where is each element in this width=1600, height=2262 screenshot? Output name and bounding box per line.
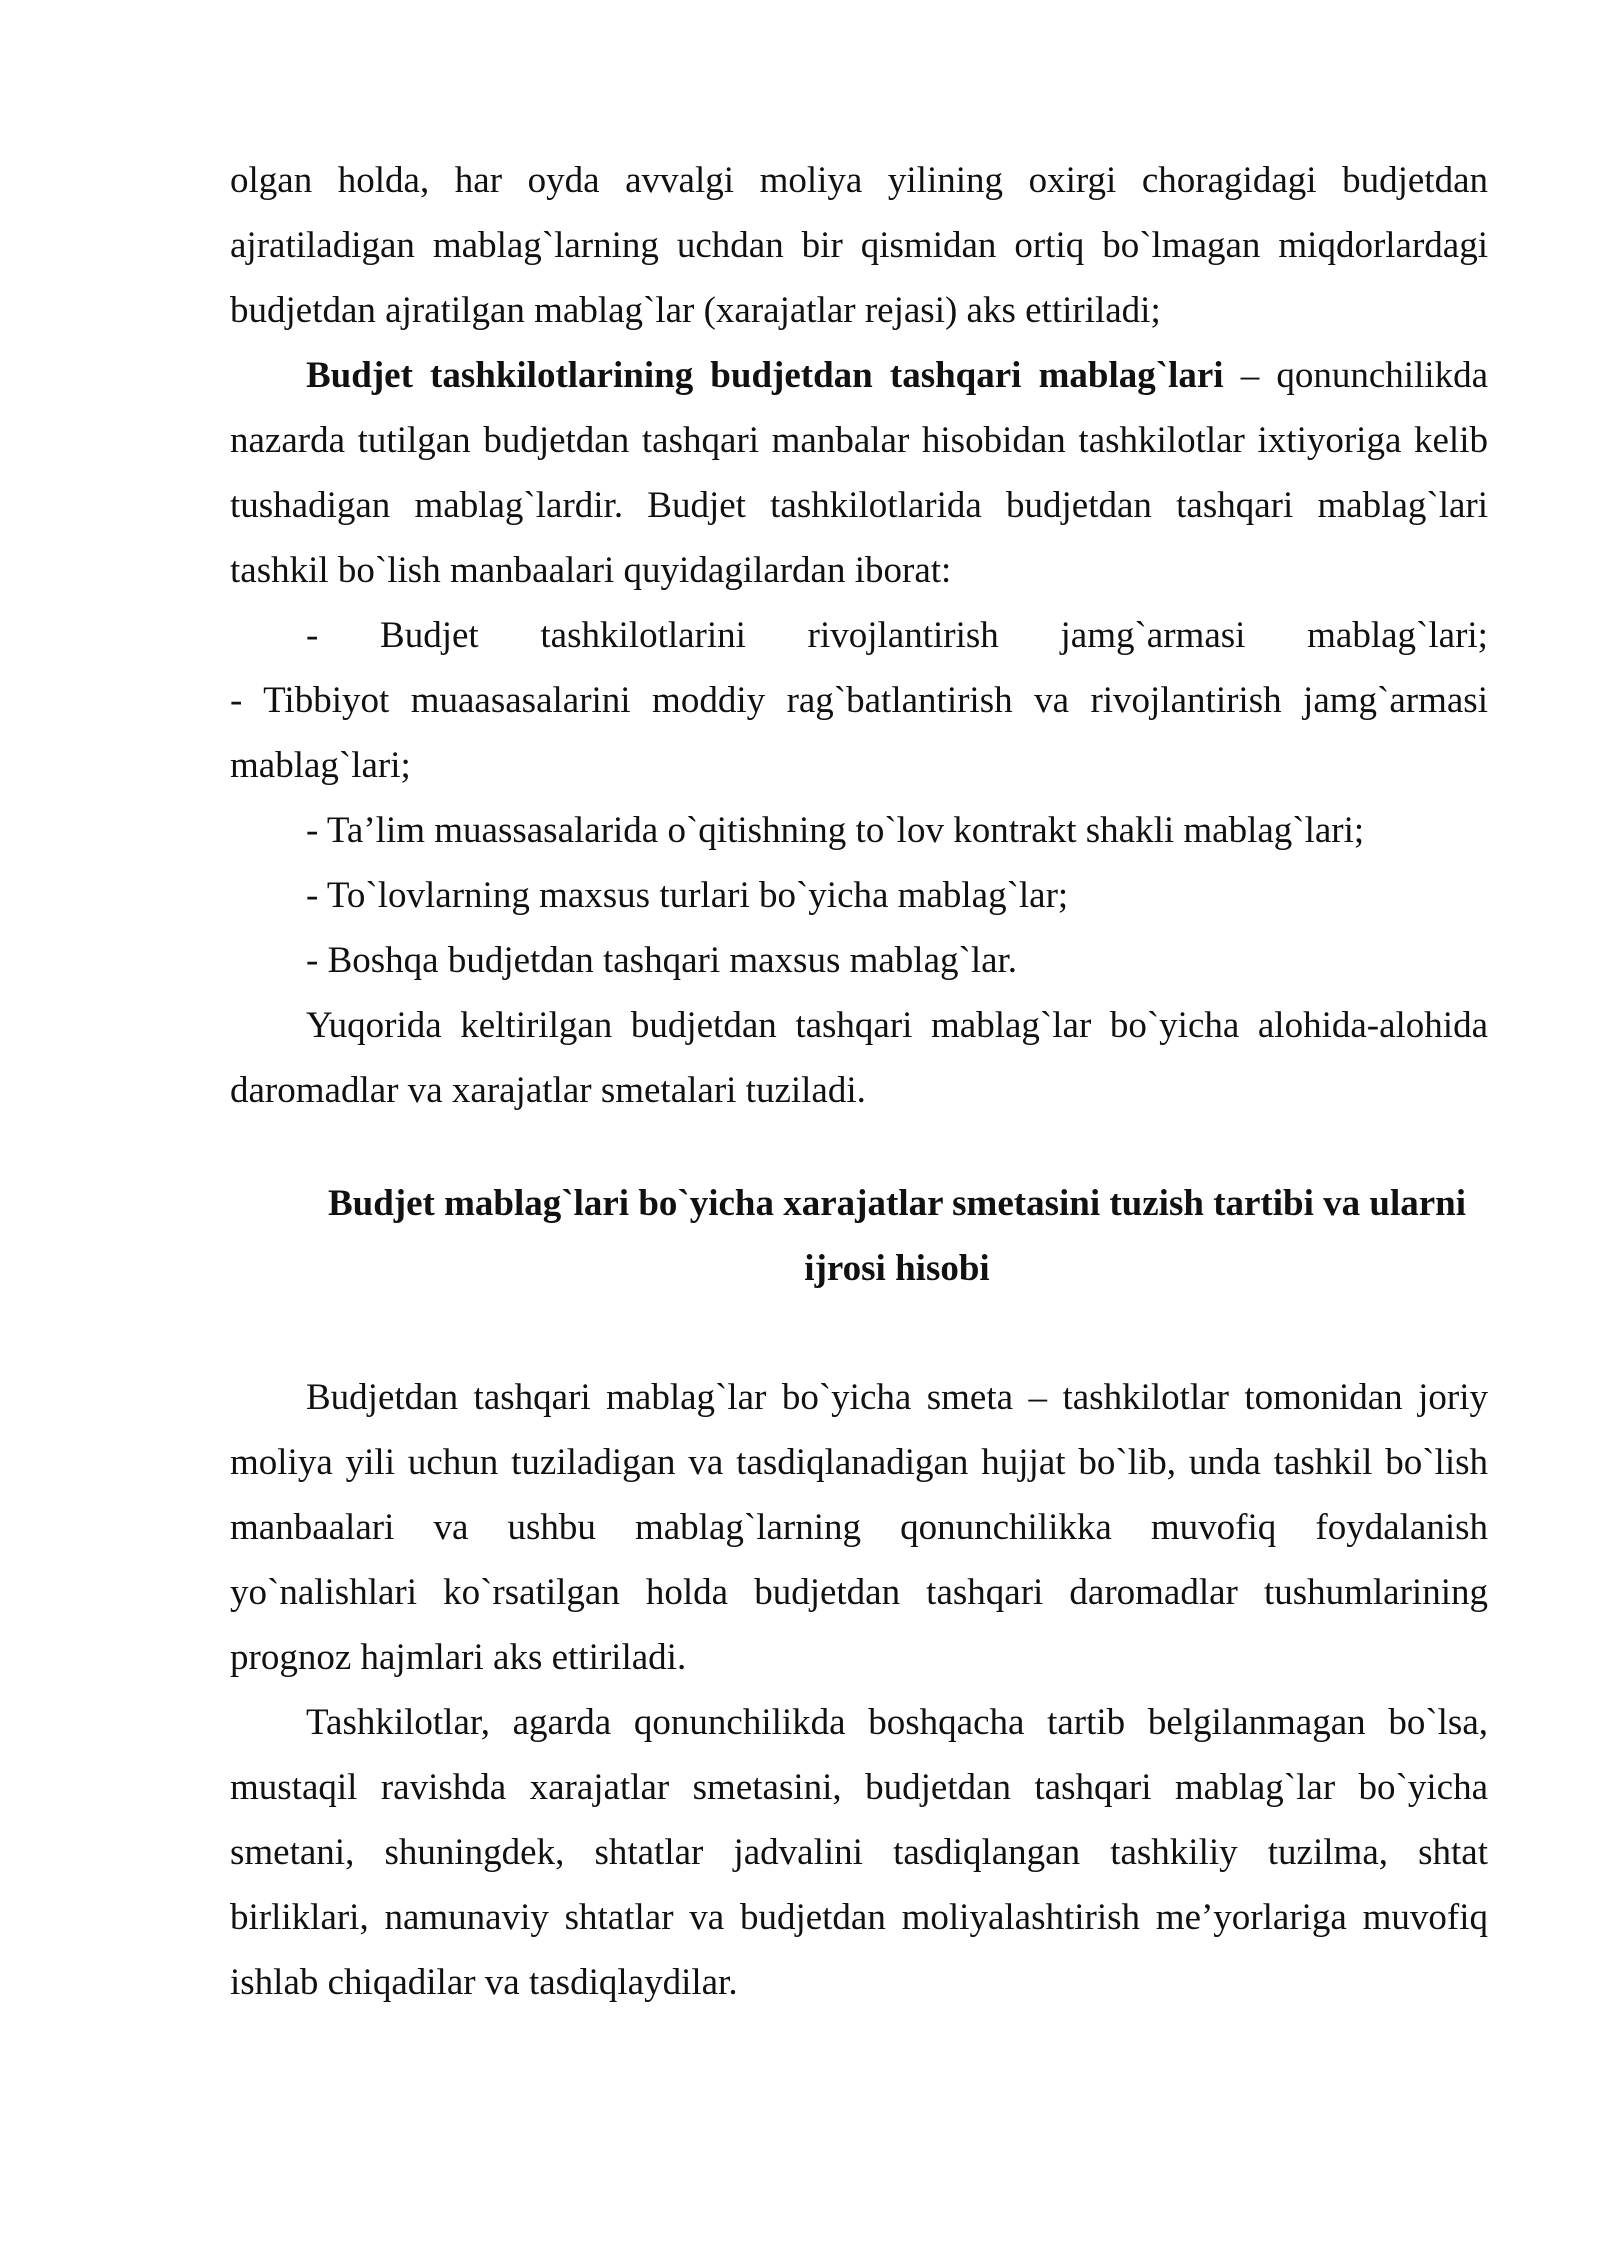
section-heading-line-2: ijrosi hisobi bbox=[804, 1248, 990, 1289]
paragraph-summary: Yuqorida keltirilgan budjetdan tashqari mablag`lar bo`yicha alohida-alohida daromadlar va xarajatlar smetalari tuziladi. bbox=[230, 1005, 1488, 1111]
spacer bbox=[230, 1301, 1488, 1365]
section-heading-line-1: Budjet mablag`lari bo`yicha xarajatlar smetasini tuzish tartibi va ularni bbox=[327, 1183, 1467, 1224]
list-item-3: - Ta’lim muassasalarida o`qitishning to`lov kontrakt shakli mablag`lari; bbox=[306, 810, 1365, 851]
paragraph-definition bbox=[230, 343, 1488, 603]
paragraph-continuation: olgan holda, har oyda avvalgi moliya yilining oxirgi choragidagi budjetdan ajratiladigan mablag`larning uchdan bir qismidan ortiq bo`lmagan miqdorlardagi budjetdan ajratilgan mablag`lar (xarajatlar rejasi) aks ettiriladi; bbox=[230, 160, 1488, 331]
list-item-1-word: mablag`lari; bbox=[1307, 615, 1488, 656]
list-item-1-word: rivojlantirish bbox=[807, 615, 999, 656]
document-page bbox=[230, 148, 1488, 2015]
list-item-1-word: Budjet bbox=[380, 615, 479, 656]
definition-text: – qonunchilikda nazarda tutilgan budjetdan tashqari manbalar hisobidan tashkilotlar ixtiyoriga kelib tushadigan mablag`lardir. Budjet tashkilotlarida budjetdan tashqari mablag`lari tashkil bo`lish manbaalari quyidagilardan iborat: bbox=[230, 355, 1489, 591]
list-item-1-word: tashkilotlarini bbox=[540, 615, 746, 656]
list-item-1-word: jamg`armasi bbox=[1060, 615, 1246, 656]
list-item-1 bbox=[230, 603, 1488, 668]
list-item-1-word: - bbox=[306, 615, 319, 656]
list-item-5: - Boshqa budjetdan tashqari maxsus mablag`lar. bbox=[306, 940, 1018, 981]
paragraph-organizations: Tashkilotlar, agarda qonunchilikda boshqacha tartib belgilanmagan bo`lsa, mustaqil ravishda xarajatlar smetasini, budjetdan tashqari mablag`lar bo`yicha smetani, shuningdek, shtatlar jadvalini tasdiqlangan tashkiliy tuzilma, shtat birliklari, namunaviy shtatlar va budjetdan moliyalashtirish me’yorlariga muvofiq ishlab chiqadilar va tasdiqlaydilar. bbox=[230, 1702, 1488, 2003]
spacer bbox=[230, 1123, 1488, 1171]
paragraph-smeta-definition: Budjetdan tashqari mablag`lar bo`yicha smeta – tashkilotlar tomonidan joriy moliya yili uchun tuziladigan va tasdiqlanadigan hujjat bo`lib, unda tashkil bo`lish manbaalari va ushbu mablag`larning qonunchilikka muvofiq foydalanish yo`nalishlari ko`rsatilgan holda budjetdan tashqari daromadlar tushumlarining prognoz hajmlari aks ettiriladi. bbox=[230, 1377, 1488, 1678]
list-item-2: - Tibbiyot muaasasalarini moddiy rag`batlantirish va rivojlantirish jamg`armasi mablag`lari; bbox=[230, 680, 1488, 786]
list-item-4: - To`lovlarning maxsus turlari bo`yicha mablag`lar; bbox=[306, 875, 1069, 916]
definition-term: Budjet tashkilotlarining budjetdan tashqari mablag`lari bbox=[306, 355, 1224, 396]
